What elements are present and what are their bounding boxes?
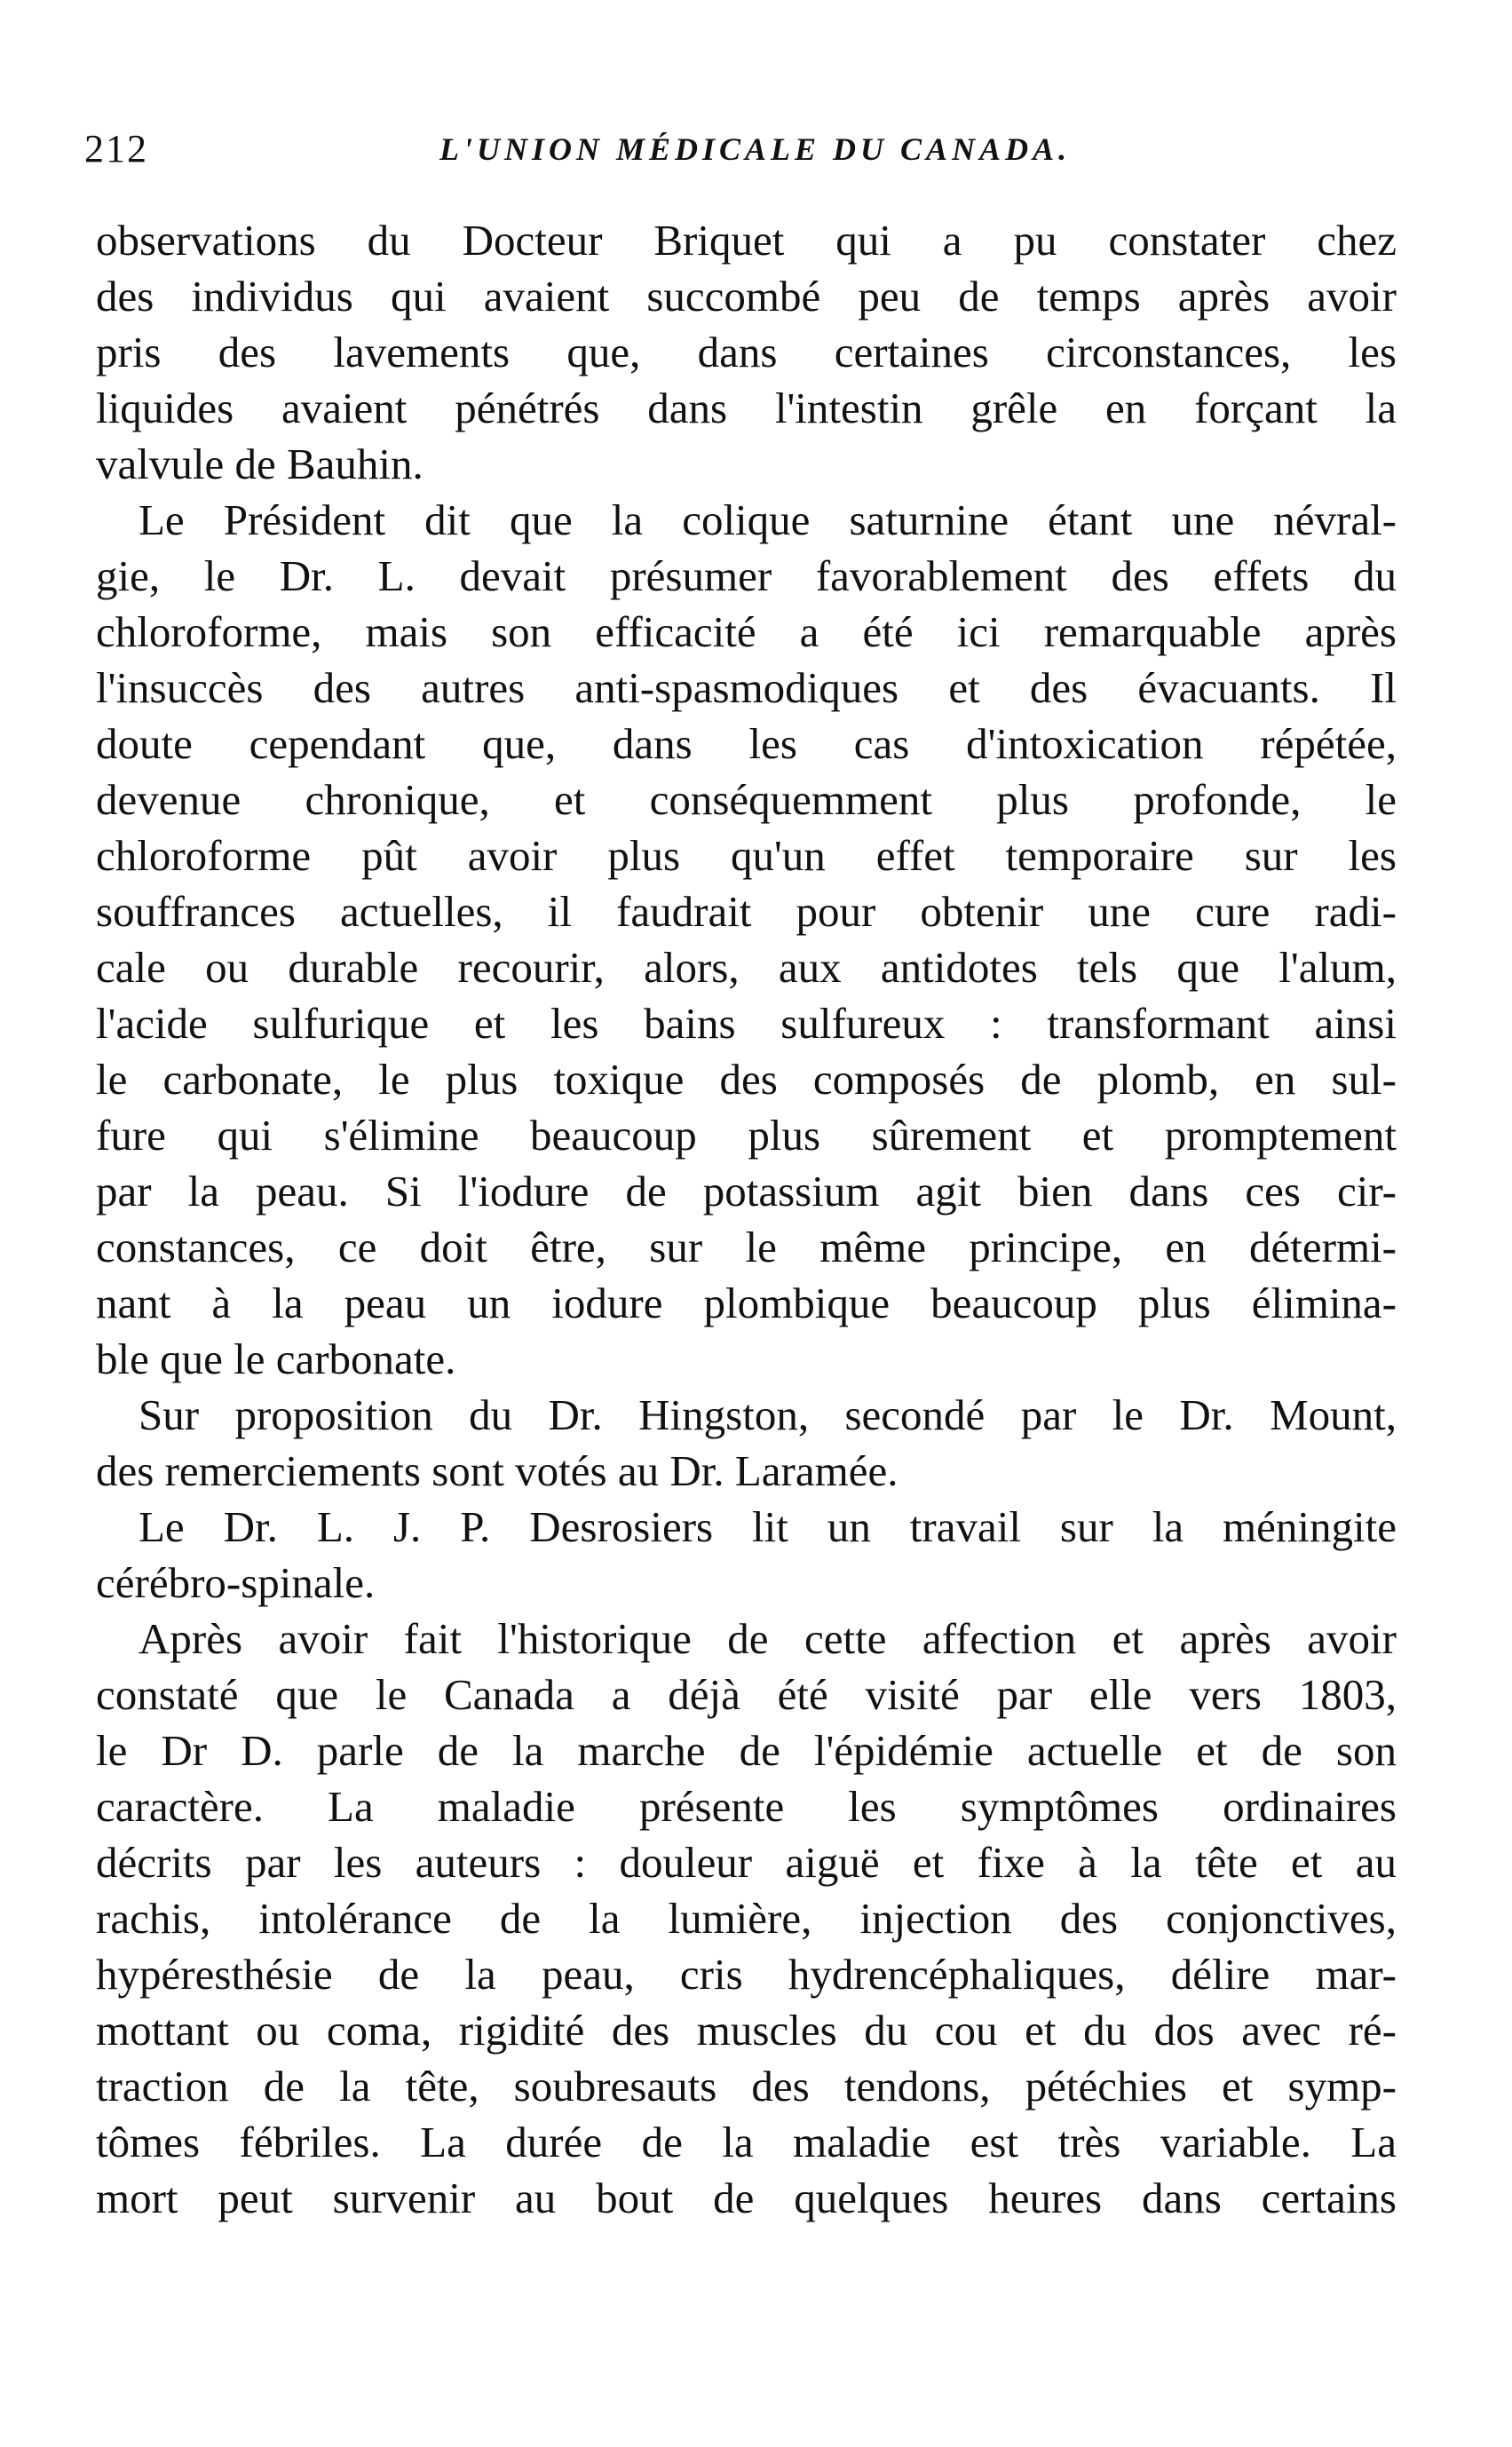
text-line: constaté que le Canada a déjà été visité par elle vers 1803, [96,1670,1397,1719]
paragraph-start-line: Sur proposition du Dr. Hingston, secondé par le Dr. Mount, [139,1390,1397,1439]
body-text [96,212,1397,2226]
text-line: le Dr D. parle de la marche de l'épidémie actuelle et de son [96,1726,1397,1775]
paragraph-start-line: Le Président dit que la colique saturnine étant une névral- [139,495,1397,544]
text-line: constances, ce doit être, sur le même principe, en détermi- [96,1223,1397,1271]
text-line: décrits par les auteurs : douleur aiguë et fixe à la tête et au [96,1838,1397,1887]
text-line: observations du Docteur Briquet qui a pu constater chez [96,216,1397,265]
text-line: cérébro-spinale. [96,1558,376,1607]
text-line: gie, le Dr. L. devait présumer favorablement des effets du [96,551,1397,600]
text-line: chloroforme, mais son efficacité a été ici remarquable après [96,607,1397,656]
text-line: hypéresthésie de la peau, cris hydrencéphaliques, délire mar- [96,1950,1397,1999]
paragraph-start-line: Après avoir fait l'historique de cette affection et après avoir [139,1614,1397,1663]
text-line: ble que le carbonate. [96,1334,456,1383]
text-line: nant à la peau un iodure plombique beaucoup plus élimina- [96,1279,1397,1327]
text-line: mort peut survenir au bout de quelques heures dans certains [96,2174,1397,2222]
text-line: souffrances actuelles, il faudrait pour obtenir une cure radi- [96,887,1397,936]
text-line: liquides avaient pénétrés dans l'intestin grêle en forçant la [96,384,1397,432]
text-line: le carbonate, le plus toxique des composés de plomb, en sul- [96,1055,1397,1104]
text-line: devenue chronique, et conséquemment plus profonde, le [96,775,1397,824]
text-line: mottant ou coma, rigidité des muscles du cou et du dos avec ré- [96,2006,1397,2055]
text-line: l'insuccès des autres anti-spasmodiques et des évacuants. Il [96,663,1397,712]
text-line: rachis, intolérance de la lumière, injection des conjonctives, [96,1894,1397,1943]
text-line: des remerciements sont votés au Dr. Laramée. [96,1446,898,1495]
text-line: pris des lavements que, dans certaines circonstances, les [96,328,1397,376]
text-line: chloroforme pût avoir plus qu'un effet temporaire sur les [96,831,1397,880]
text-line: fure qui s'élimine beaucoup plus sûrement et promptement [96,1111,1397,1160]
paragraph-start-line: Le Dr. L. J. P. Desrosiers lit un travail sur la méningite [139,1502,1397,1551]
text-line: traction de la tête, soubresauts des tendons, pétéchies et symp- [96,2062,1397,2110]
running-head [84,123,1128,176]
text-line: cale ou durable recourir, alors, aux antidotes tels que l'alum, [96,943,1397,992]
text-line: caractère. La maladie présente les symptômes ordinaires [96,1782,1397,1831]
text-line: par la peau. Si l'iodure de potassium agit bien dans ces cir- [96,1167,1397,1216]
text-line: des individus qui avaient succombé peu de temps après avoir [96,272,1397,321]
page-number: 212 [84,127,148,170]
text-line: valvule de Bauhin. [96,440,424,488]
text-line: l'acide sulfurique et les bains sulfureux : transformant ainsi [96,999,1397,1048]
text-line: tômes fébriles. La durée de la maladie est très variable. La [96,2118,1397,2166]
journal-title: L'UNION MÉDICALE DU CANADA. [439,131,1072,167]
text-line: doute cependant que, dans les cas d'intoxication répétée, [96,719,1397,768]
